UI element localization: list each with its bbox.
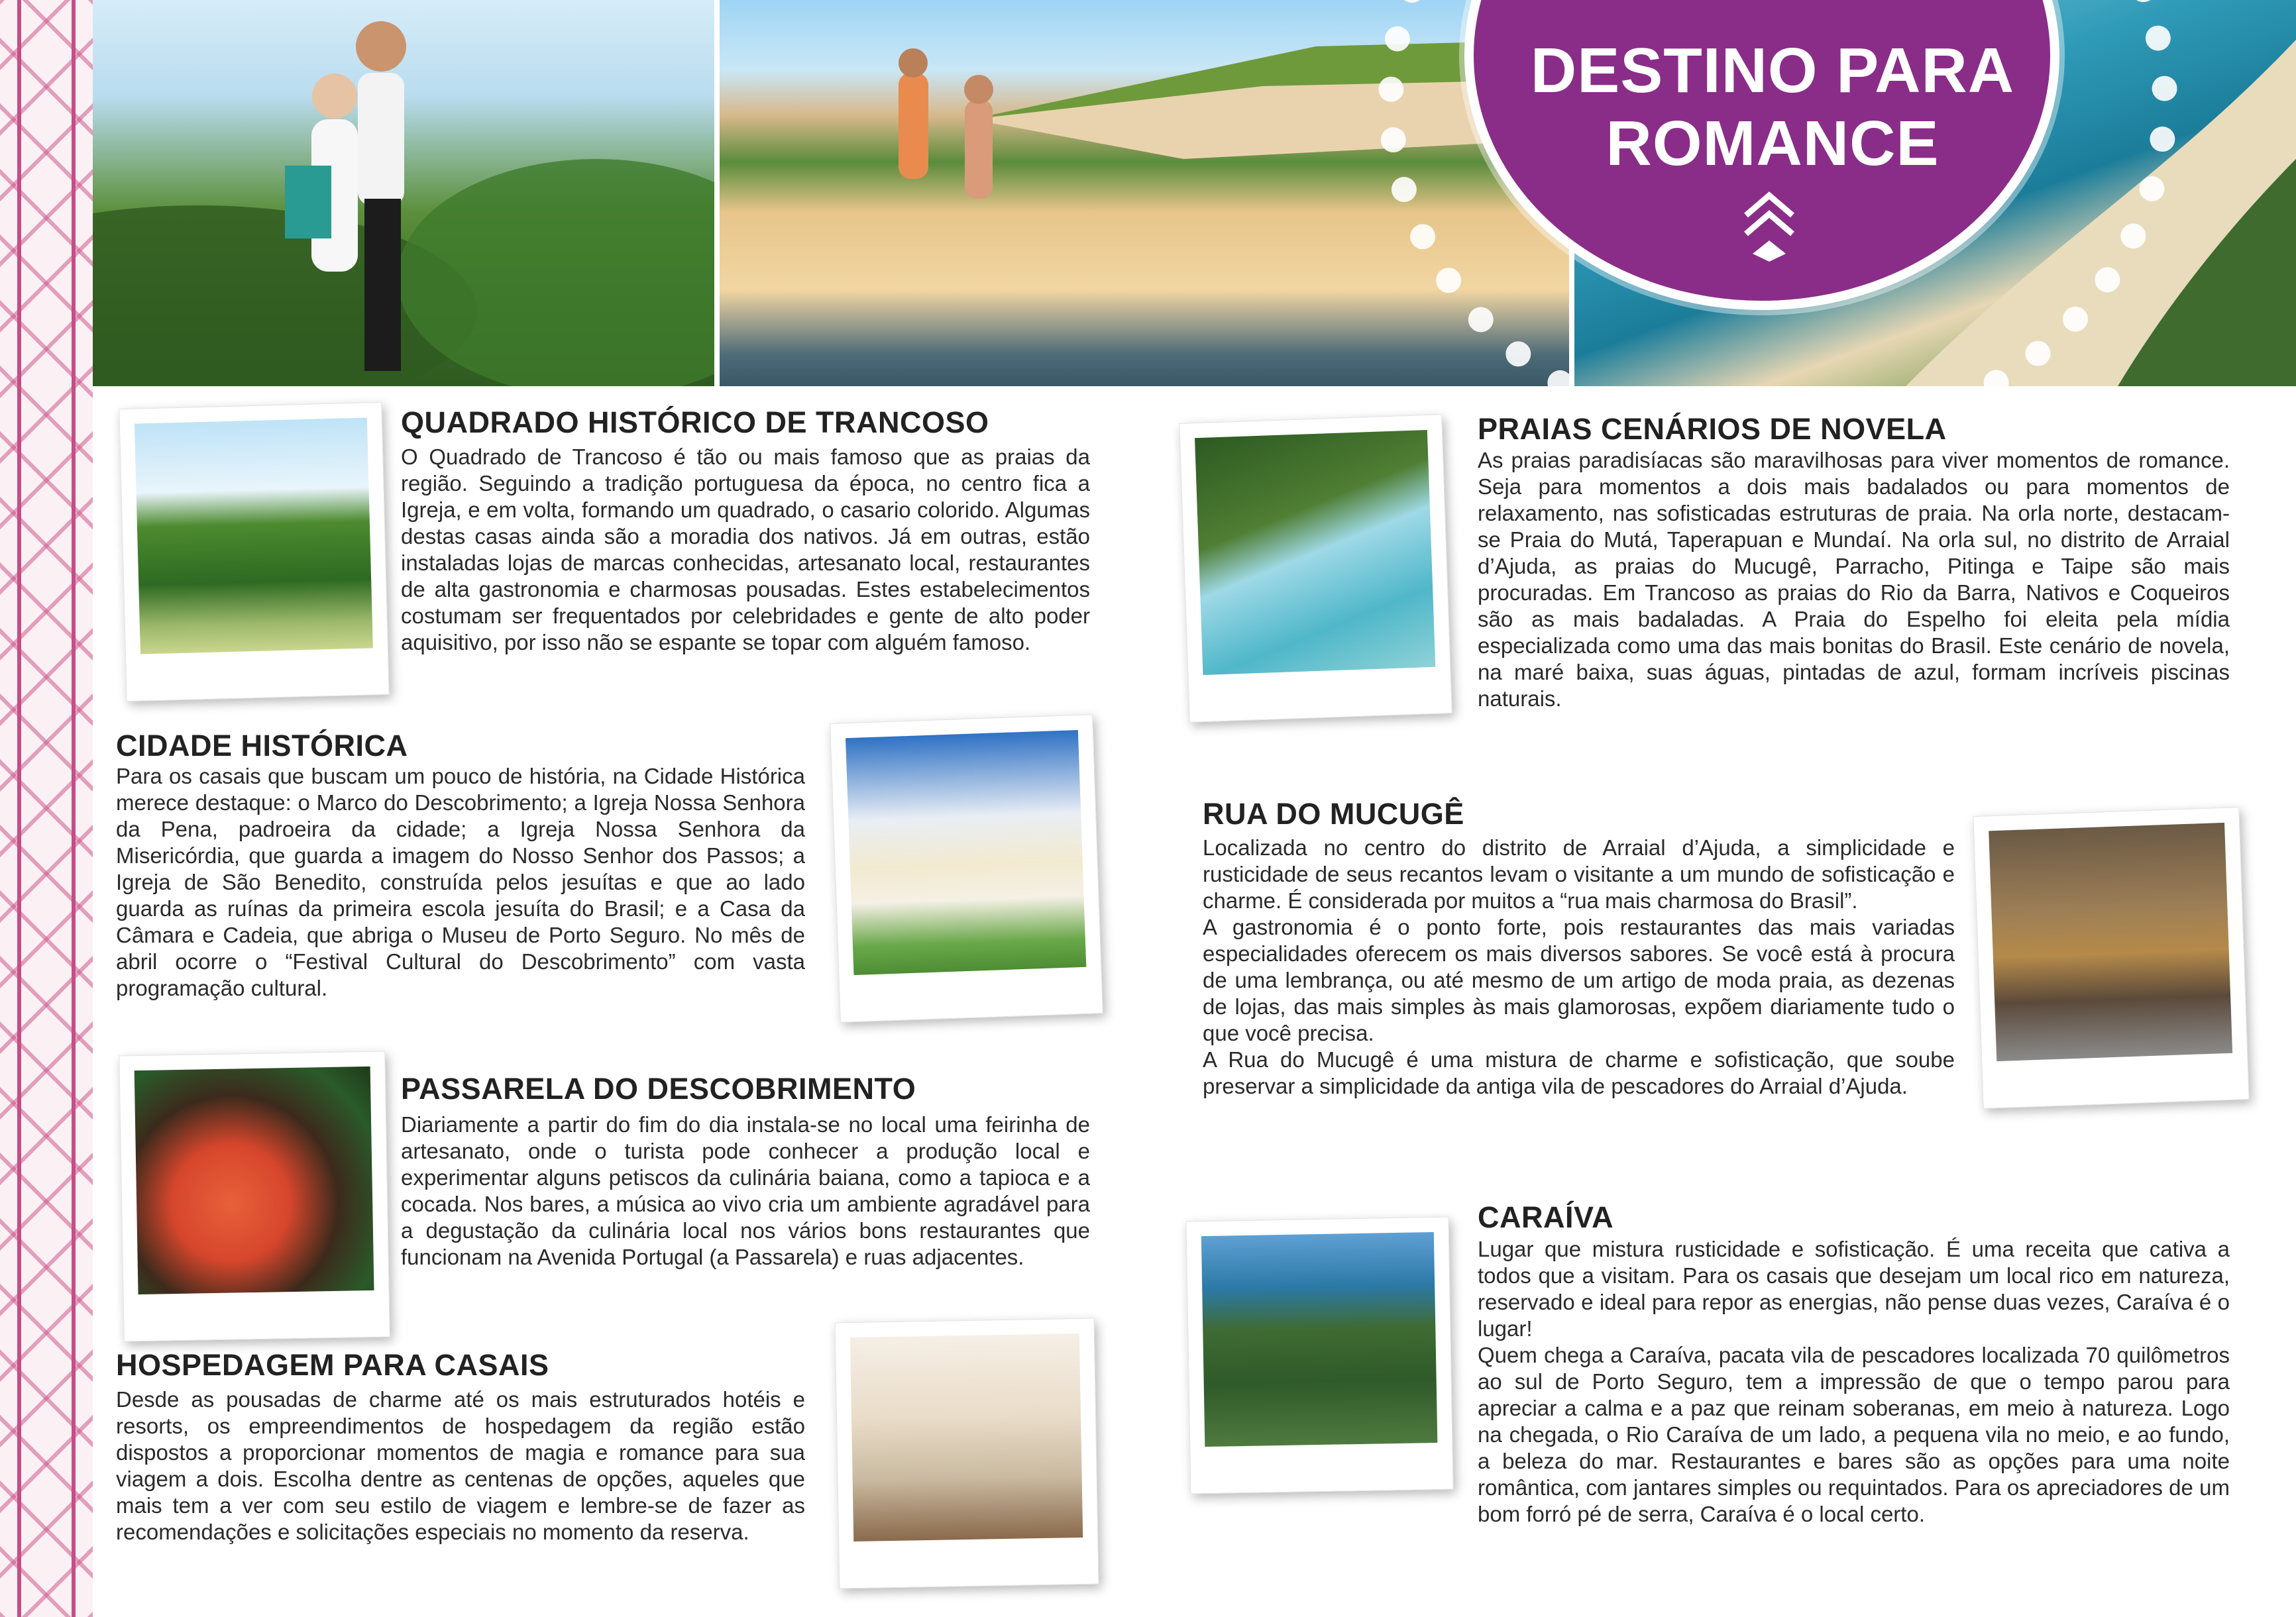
section-title-passarela: PASSARELA DO DESCOBRIMENTO (401, 1072, 916, 1106)
photo-passarela-food (119, 1051, 390, 1342)
paragraph: A Rua do Mucugê é uma mistura de charme e sofisticação, que soube preservar a simplicidade da antiga vila de pescadores do Arraial d’Ajuda. (1203, 1047, 1955, 1098)
paragraph: Quem chega a Caraíva, pacata vila de pescadores localizada 70 quilômetros ao sul de Porto Seguro, tem a impressão de que o tempo parou para apreciar a calma e a paz que reinam soberanas, em meio à natureza. Logo na chegada, o Rio Caraíva de um lado, a pequena vila no meio, e ao fundo, a beleza do mar. Restaurantes e bares são as opções para uma noite romântica, com jantares simples ou requintados. Para os apreciadores de um bom forró pé de serra, Caraíva é o local certo. (1478, 1343, 2230, 1526)
section-title-rua-do-mucuge: RUA DO MUCUGÊ (1203, 797, 1464, 831)
section-text-caraiva (1478, 1236, 2230, 1528)
paragraph: Desde as pousadas de charme até os mais estruturados hotéis e resorts, os empreendimentos de hospedagem da região estão dispostos a proporcionar momentos de magia e romance para sua viagem a dois. Escolha dentre as centenas de opções, aqueles que mais tem a ver com seu estilo de viagem e lembre-se de fazer as recomendações e solicitações especiais no momento da reserva. (116, 1387, 805, 1544)
paragraph: Diariamente a partir do fim do dia instala-se no local uma feirinha de artesanato, onde o turista pode conhecer a produção local e experimentar alguns petiscos da culinária baiana, como a tapioca e a cocada. Nos bares, a música ao vivo cria um ambiente agradável para a degustação da culinária local nos vários bons restaurantes que funcionam na Avenida Portugal (a Passarela) e ruas adjacentes. (401, 1112, 1090, 1269)
section-title-trancoso: QUADRADO HISTÓRICO DE TRANCOSO (401, 405, 989, 439)
photo-trancoso (119, 402, 389, 702)
section-text-rua-do-mucuge (1203, 835, 1955, 1100)
photo-divider (714, 0, 720, 386)
photo-praias (1179, 414, 1452, 723)
photo-rua-do-mucuge (1973, 807, 2249, 1109)
title-line-1: DESTINO PARA (1530, 35, 2015, 106)
page-title (1491, 34, 2054, 180)
photo-cidade-historica (830, 714, 1103, 1023)
paragraph: Localizada no centro do distrito de Arraial d’Ajuda, a simplicidade e rusticidade de seus recantos levam o visitante a um mundo de sofisticação e charme. É considerada por muitos a “rua mais charmosa do Brasil”. (1203, 835, 1955, 913)
paragraph: O Quadrado de Trancoso é tão ou mais famoso que as praias da região. Seguindo a tradição portuguesa da época, no centro fica a Igreja, e em volta, formando um quadrado, o casario colorido. Algumas destas casas ainda são a moradia dos nativos. Já em outras, estão instaladas lojas de marcas conhecidas, artesanato local, restaurantes de alta gastronomia e charmosas pousadas. Estes estabelecimentos costumam ser frequentados por celebridades e gente de alto poder aquisitivo, por isso não se espante se topar com alguém famoso. (401, 444, 1090, 654)
paragraph: As praias paradisíacas são maravilhosas para viver momentos de romance. Seja para momentos a dois mais badalados ou para momentos de relaxamento, nas sofisticadas estruturas de praia. Na orla norte, destacam-se Praia do Mutá, Taperapuan e Mundaí. Na orla sul, no distrito de Arraial d’Ajuda, as praias do Mucugê, Parracho, Pitinga e Taipe são mais procuradas. Em Trancoso as praias do Rio da Barra, Nativos e Coqueiros são as mais badaladas. A Praia do Espelho foi eleita pela mídia especializada como uma das mais bonitas do Brasil. Este cenário de novela, na maré baixa, suas águas, pintadas de azul, formam incríveis piscinas naturais. (1478, 448, 2230, 711)
section-text-cidade-historica (116, 763, 805, 1002)
paragraph: Para os casais que buscam um pouco de história, na Cidade Histórica merece destaque: o Marco do Descobrimento; a Igreja Nossa Senhora da Pena, padroeira da cidade; a Igreja Nossa Senhora da Misericórdia, que guarda a imagem do Nosso Senhor dos Passos; a Igreja de São Benedito, construída pelos jesuítas e que ao lado guarda as ruínas da primeira escola jesuíta do Brasil; e a Casa da Câmara e Cadeia, que abriga o Museu de Porto Seguro. No mês de abril ocorre o “Festival Cultural do Descobrimento” com vasta programação cultural. (116, 764, 805, 1000)
section-text-praias (1478, 447, 2230, 712)
section-text-hospedagem (116, 1386, 805, 1545)
section-title-hospedagem: HOSPEDAGEM PARA CASAIS (116, 1348, 549, 1382)
section-title-praias: PRAIAS CENÁRIOS DE NOVELA (1478, 412, 1947, 446)
title-line-2: ROMANCE (1606, 108, 1940, 179)
paragraph: Lugar que mistura rusticidade e sofisticação. É uma receita que cativa a todos que a visitam. Para os casais que desejam um local rico em natureza, reservado e ideal para repor as energias, não pense duas vezes, Caraíva é o lugar! (1478, 1237, 2230, 1341)
section-text-passarela (401, 1112, 1090, 1271)
section-text-trancoso (401, 444, 1090, 656)
decorative-pattern-strip (0, 0, 93, 1617)
photo-caraiva (1185, 1217, 1453, 1494)
paragraph: A gastronomia é o ponto forte, pois restaurantes das mais variadas especialidades oferecem os mais diversos sabores. Se você está à procura de uma lembrança, ou até mesmo de um artigo de moda praia, as dezenas de lojas, das mais simples às mais glamorosas, expõem diariamente tudo o que você precisa. (1203, 915, 1955, 1045)
chevron-up-icon (1739, 189, 1799, 262)
section-title-caraiva: CARAÍVA (1478, 1200, 1614, 1234)
hero-photo-couple-selfie (0, 0, 714, 386)
section-title-cidade-historica: CIDADE HISTÓRICA (116, 729, 408, 762)
photo-hospedagem-bedroom (835, 1318, 1099, 1589)
